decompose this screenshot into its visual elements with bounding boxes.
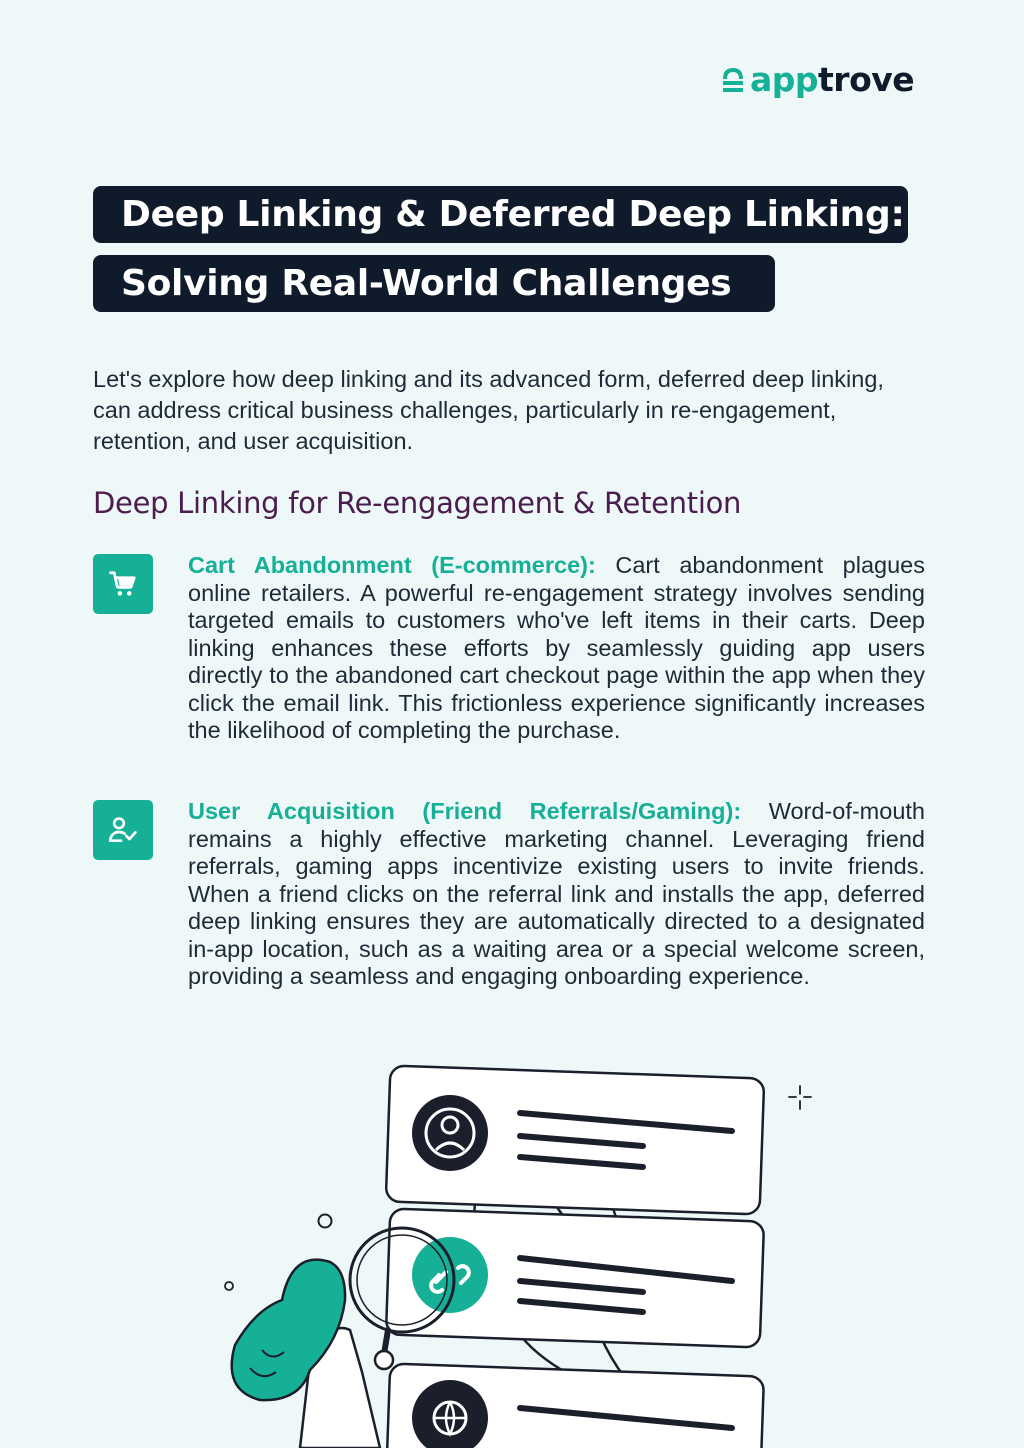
user-acquisition-paragraph	[188, 798, 925, 991]
user-icon-box	[93, 800, 153, 860]
cart-abandonment-text: Cart abandonment plagues online retailers. A powerful re-engagement strategy involves sending targeted emails to customers who've left items in their carts. Deep linking enhances these efforts by seamlessly guiding app users directly to the abandoned cart checkout page within the app when they click the email link. This frictionless experience significantly increases the likelihood of completing the purchase.	[188, 552, 925, 743]
user-acquisition-lead: User Acquisition (Friend Referrals/Gaming):	[188, 798, 742, 824]
deep-link-illustration	[200, 1060, 820, 1448]
brand-name-part2: trove	[818, 60, 915, 99]
cart-abandonment-lead: Cart Abandonment (E-commerce):	[188, 552, 596, 578]
profile-avatar-icon	[412, 1095, 488, 1171]
intro-paragraph: Let's explore how deep linking and its advanced form, deferred deep linking, can address critical business challenges, particularly in re-engagement, retention, and user acquisition.	[93, 366, 884, 454]
logo-mark-icon	[722, 67, 744, 93]
page-title-line2: Solving Real-World Challenges	[93, 255, 775, 312]
brand-name-part1: app	[750, 60, 819, 99]
cart-icon-box	[93, 554, 153, 614]
cart-abandonment-paragraph	[188, 552, 925, 745]
user-acquisition-text: Word-of-mouth remains a highly effective marketing channel. Leveraging friend referrals, gaming apps incentivize existing users to invite friends. When a friend clicks on the referral link and installs the app, deferred deep linking ensures they are automatically directed to a designated in-app location, such as a waiting area or a special welcome screen, providing a seamless and engaging onboarding experience.	[188, 798, 925, 989]
user-check-icon	[107, 814, 139, 846]
shopping-cart-icon	[108, 569, 138, 599]
brand-logo	[722, 60, 914, 99]
section-heading: Deep Linking for Re-engagement & Retention	[93, 486, 742, 520]
sparkle-icon	[789, 1086, 811, 1109]
page-title-line1: Deep Linking & Deferred Deep Linking:	[93, 186, 908, 243]
